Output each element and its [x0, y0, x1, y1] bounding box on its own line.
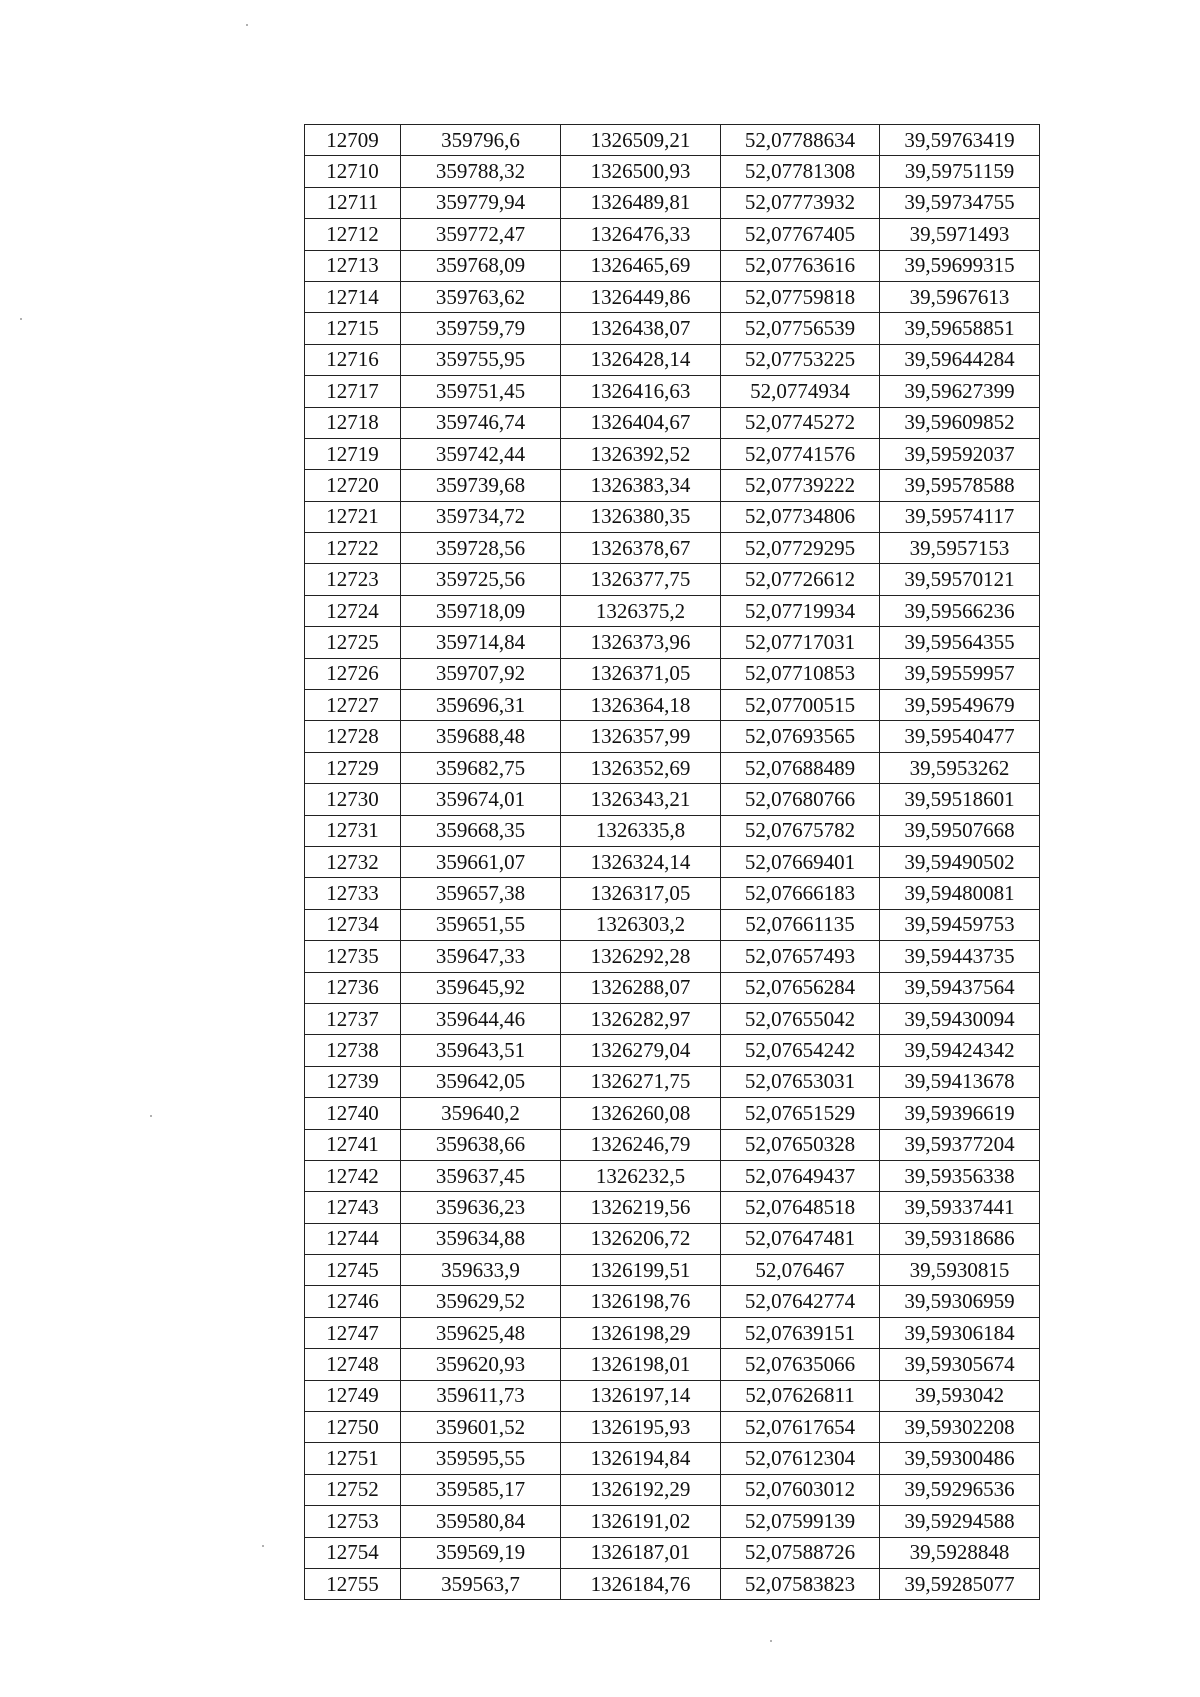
- y-coordinate-cell: 1326260,08: [561, 1098, 721, 1129]
- y-coordinate-cell: 1326383,34: [561, 470, 721, 501]
- x-coordinate-cell: 359645,92: [401, 972, 561, 1003]
- x-coordinate-cell: 359763,62: [401, 281, 561, 312]
- x-coordinate-cell: 359728,56: [401, 533, 561, 564]
- table-row: [305, 125, 1040, 156]
- latitude-cell: 52,07669401: [721, 846, 880, 877]
- table-row: [305, 815, 1040, 846]
- latitude-cell: 52,07726612: [721, 564, 880, 595]
- longitude-cell: 39,59699315: [880, 250, 1040, 281]
- y-coordinate-cell: 1326438,07: [561, 313, 721, 344]
- table-row: [305, 564, 1040, 595]
- longitude-cell: 39,59296536: [880, 1474, 1040, 1505]
- table-row: [305, 1098, 1040, 1129]
- latitude-cell: 52,07759818: [721, 281, 880, 312]
- coordinates-table: [304, 124, 1040, 1600]
- point-number-cell: 12720: [305, 470, 401, 501]
- longitude-cell: 39,5971493: [880, 219, 1040, 250]
- point-number-cell: 12731: [305, 815, 401, 846]
- x-coordinate-cell: 359682,75: [401, 752, 561, 783]
- point-number-cell: 12730: [305, 784, 401, 815]
- point-number-cell: 12749: [305, 1380, 401, 1411]
- point-number-cell: 12750: [305, 1412, 401, 1443]
- point-number-cell: 12738: [305, 1035, 401, 1066]
- point-number-cell: 12723: [305, 564, 401, 595]
- y-coordinate-cell: 1326364,18: [561, 690, 721, 721]
- x-coordinate-cell: 359657,38: [401, 878, 561, 909]
- table-row: [305, 156, 1040, 187]
- table-row: [305, 1223, 1040, 1254]
- x-coordinate-cell: 359734,72: [401, 501, 561, 532]
- latitude-cell: 52,07739222: [721, 470, 880, 501]
- y-coordinate-cell: 1326279,04: [561, 1035, 721, 1066]
- point-number-cell: 12753: [305, 1506, 401, 1537]
- latitude-cell: 52,07657493: [721, 941, 880, 972]
- point-number-cell: 12733: [305, 878, 401, 909]
- longitude-cell: 39,59540477: [880, 721, 1040, 752]
- latitude-cell: 52,07661135: [721, 909, 880, 940]
- point-number-cell: 12718: [305, 407, 401, 438]
- table-row: [305, 281, 1040, 312]
- y-coordinate-cell: 1326199,51: [561, 1255, 721, 1286]
- scan-speck: [262, 1545, 264, 1547]
- point-number-cell: 12713: [305, 250, 401, 281]
- y-coordinate-cell: 1326198,01: [561, 1349, 721, 1380]
- longitude-cell: 39,59443735: [880, 941, 1040, 972]
- y-coordinate-cell: 1326198,76: [561, 1286, 721, 1317]
- y-coordinate-cell: 1326476,33: [561, 219, 721, 250]
- table-row: [305, 1568, 1040, 1599]
- x-coordinate-cell: 359707,92: [401, 658, 561, 689]
- longitude-cell: 39,59480081: [880, 878, 1040, 909]
- y-coordinate-cell: 1326303,2: [561, 909, 721, 940]
- longitude-cell: 39,5957153: [880, 533, 1040, 564]
- y-coordinate-cell: 1326352,69: [561, 752, 721, 783]
- x-coordinate-cell: 359688,48: [401, 721, 561, 752]
- latitude-cell: 52,07788634: [721, 125, 880, 156]
- y-coordinate-cell: 1326392,52: [561, 438, 721, 469]
- latitude-cell: 52,07617654: [721, 1412, 880, 1443]
- point-number-cell: 12721: [305, 501, 401, 532]
- point-number-cell: 12729: [305, 752, 401, 783]
- point-number-cell: 12746: [305, 1286, 401, 1317]
- x-coordinate-cell: 359643,51: [401, 1035, 561, 1066]
- x-coordinate-cell: 359739,68: [401, 470, 561, 501]
- table-row: [305, 878, 1040, 909]
- y-coordinate-cell: 1326489,81: [561, 187, 721, 218]
- point-number-cell: 12728: [305, 721, 401, 752]
- scan-speck: [150, 1115, 152, 1117]
- table-row: [305, 1066, 1040, 1097]
- table-row: [305, 1474, 1040, 1505]
- latitude-cell: 52,07635066: [721, 1349, 880, 1380]
- table-row: [305, 1192, 1040, 1223]
- latitude-cell: 52,07626811: [721, 1380, 880, 1411]
- latitude-cell: 52,07767405: [721, 219, 880, 250]
- y-coordinate-cell: 1326357,99: [561, 721, 721, 752]
- table-row: [305, 784, 1040, 815]
- table-row: [305, 1537, 1040, 1568]
- latitude-cell: 52,07781308: [721, 156, 880, 187]
- x-coordinate-cell: 359742,44: [401, 438, 561, 469]
- longitude-cell: 39,59294588: [880, 1506, 1040, 1537]
- point-number-cell: 12727: [305, 690, 401, 721]
- point-number-cell: 12734: [305, 909, 401, 940]
- point-number-cell: 12722: [305, 533, 401, 564]
- y-coordinate-cell: 1326373,96: [561, 627, 721, 658]
- longitude-cell: 39,59627399: [880, 376, 1040, 407]
- point-number-cell: 12724: [305, 595, 401, 626]
- longitude-cell: 39,59559957: [880, 658, 1040, 689]
- latitude-cell: 52,07763616: [721, 250, 880, 281]
- longitude-cell: 39,59413678: [880, 1066, 1040, 1097]
- longitude-cell: 39,59566236: [880, 595, 1040, 626]
- coordinates-table-body: [305, 125, 1040, 1600]
- longitude-cell: 39,59430094: [880, 1003, 1040, 1034]
- table-row: [305, 1035, 1040, 1066]
- point-number-cell: 12711: [305, 187, 401, 218]
- longitude-cell: 39,59318686: [880, 1223, 1040, 1254]
- point-number-cell: 12725: [305, 627, 401, 658]
- x-coordinate-cell: 359620,93: [401, 1349, 561, 1380]
- table-row: [305, 690, 1040, 721]
- y-coordinate-cell: 1326206,72: [561, 1223, 721, 1254]
- longitude-cell: 39,59609852: [880, 407, 1040, 438]
- y-coordinate-cell: 1326288,07: [561, 972, 721, 1003]
- y-coordinate-cell: 1326465,69: [561, 250, 721, 281]
- y-coordinate-cell: 1326449,86: [561, 281, 721, 312]
- point-number-cell: 12742: [305, 1160, 401, 1191]
- latitude-cell: 52,07756539: [721, 313, 880, 344]
- latitude-cell: 52,07612304: [721, 1443, 880, 1474]
- latitude-cell: 52,07642774: [721, 1286, 880, 1317]
- latitude-cell: 52,07675782: [721, 815, 880, 846]
- longitude-cell: 39,59285077: [880, 1568, 1040, 1599]
- latitude-cell: 52,07745272: [721, 407, 880, 438]
- table-row: [305, 846, 1040, 877]
- longitude-cell: 39,59337441: [880, 1192, 1040, 1223]
- point-number-cell: 12748: [305, 1349, 401, 1380]
- point-number-cell: 12712: [305, 219, 401, 250]
- table-row: [305, 407, 1040, 438]
- longitude-cell: 39,59424342: [880, 1035, 1040, 1066]
- y-coordinate-cell: 1326187,01: [561, 1537, 721, 1568]
- table-row: [305, 1317, 1040, 1348]
- latitude-cell: 52,07773932: [721, 187, 880, 218]
- x-coordinate-cell: 359661,07: [401, 846, 561, 877]
- latitude-cell: 52,07649437: [721, 1160, 880, 1191]
- longitude-cell: 39,59490502: [880, 846, 1040, 877]
- longitude-cell: 39,5928848: [880, 1537, 1040, 1568]
- point-number-cell: 12715: [305, 313, 401, 344]
- table-row: [305, 1506, 1040, 1537]
- scan-speck: [246, 24, 248, 26]
- longitude-cell: 39,59377204: [880, 1129, 1040, 1160]
- x-coordinate-cell: 359642,05: [401, 1066, 561, 1097]
- point-number-cell: 12726: [305, 658, 401, 689]
- y-coordinate-cell: 1326292,28: [561, 941, 721, 972]
- y-coordinate-cell: 1326197,14: [561, 1380, 721, 1411]
- longitude-cell: 39,59574117: [880, 501, 1040, 532]
- table-row: [305, 1129, 1040, 1160]
- longitude-cell: 39,5953262: [880, 752, 1040, 783]
- point-number-cell: 12744: [305, 1223, 401, 1254]
- latitude-cell: 52,07741576: [721, 438, 880, 469]
- longitude-cell: 39,59549679: [880, 690, 1040, 721]
- point-number-cell: 12751: [305, 1443, 401, 1474]
- x-coordinate-cell: 359563,7: [401, 1568, 561, 1599]
- x-coordinate-cell: 359569,19: [401, 1537, 561, 1568]
- y-coordinate-cell: 1326191,02: [561, 1506, 721, 1537]
- longitude-cell: 39,59437564: [880, 972, 1040, 1003]
- latitude-cell: 52,07583823: [721, 1568, 880, 1599]
- x-coordinate-cell: 359674,01: [401, 784, 561, 815]
- table-row: [305, 1349, 1040, 1380]
- latitude-cell: 52,07700515: [721, 690, 880, 721]
- y-coordinate-cell: 1326232,5: [561, 1160, 721, 1191]
- point-number-cell: 12745: [305, 1255, 401, 1286]
- latitude-cell: 52,07729295: [721, 533, 880, 564]
- table-row: [305, 941, 1040, 972]
- y-coordinate-cell: 1326377,75: [561, 564, 721, 595]
- point-number-cell: 12739: [305, 1066, 401, 1097]
- longitude-cell: 39,59300486: [880, 1443, 1040, 1474]
- x-coordinate-cell: 359651,55: [401, 909, 561, 940]
- y-coordinate-cell: 1326317,05: [561, 878, 721, 909]
- table-row: [305, 1255, 1040, 1286]
- x-coordinate-cell: 359601,52: [401, 1412, 561, 1443]
- point-number-cell: 12736: [305, 972, 401, 1003]
- table-row: [305, 219, 1040, 250]
- x-coordinate-cell: 359629,52: [401, 1286, 561, 1317]
- longitude-cell: 39,59507668: [880, 815, 1040, 846]
- latitude-cell: 52,07603012: [721, 1474, 880, 1505]
- table-row: [305, 470, 1040, 501]
- y-coordinate-cell: 1326184,76: [561, 1568, 721, 1599]
- table-row: [305, 376, 1040, 407]
- y-coordinate-cell: 1326509,21: [561, 125, 721, 156]
- y-coordinate-cell: 1326192,29: [561, 1474, 721, 1505]
- table-row: [305, 1443, 1040, 1474]
- x-coordinate-cell: 359611,73: [401, 1380, 561, 1411]
- y-coordinate-cell: 1326198,29: [561, 1317, 721, 1348]
- latitude-cell: 52,07654242: [721, 1035, 880, 1066]
- latitude-cell: 52,07639151: [721, 1317, 880, 1348]
- latitude-cell: 52,07688489: [721, 752, 880, 783]
- longitude-cell: 39,59518601: [880, 784, 1040, 815]
- y-coordinate-cell: 1326371,05: [561, 658, 721, 689]
- longitude-cell: 39,59592037: [880, 438, 1040, 469]
- longitude-cell: 39,59658851: [880, 313, 1040, 344]
- latitude-cell: 52,07719934: [721, 595, 880, 626]
- y-coordinate-cell: 1326404,67: [561, 407, 721, 438]
- point-number-cell: 12717: [305, 376, 401, 407]
- point-number-cell: 12714: [305, 281, 401, 312]
- longitude-cell: 39,5967613: [880, 281, 1040, 312]
- y-coordinate-cell: 1326416,63: [561, 376, 721, 407]
- point-number-cell: 12737: [305, 1003, 401, 1034]
- latitude-cell: 52,07710853: [721, 658, 880, 689]
- latitude-cell: 52,07653031: [721, 1066, 880, 1097]
- y-coordinate-cell: 1326375,2: [561, 595, 721, 626]
- x-coordinate-cell: 359746,74: [401, 407, 561, 438]
- point-number-cell: 12747: [305, 1317, 401, 1348]
- latitude-cell: 52,07717031: [721, 627, 880, 658]
- latitude-cell: 52,0774934: [721, 376, 880, 407]
- table-row: [305, 752, 1040, 783]
- x-coordinate-cell: 359637,45: [401, 1160, 561, 1191]
- x-coordinate-cell: 359644,46: [401, 1003, 561, 1034]
- x-coordinate-cell: 359725,56: [401, 564, 561, 595]
- y-coordinate-cell: 1326335,8: [561, 815, 721, 846]
- latitude-cell: 52,07651529: [721, 1098, 880, 1129]
- longitude-cell: 39,59305674: [880, 1349, 1040, 1380]
- latitude-cell: 52,07650328: [721, 1129, 880, 1160]
- table-row: [305, 909, 1040, 940]
- scan-speck: [770, 1640, 772, 1642]
- y-coordinate-cell: 1326271,75: [561, 1066, 721, 1097]
- latitude-cell: 52,07648518: [721, 1192, 880, 1223]
- longitude-cell: 39,59578588: [880, 470, 1040, 501]
- longitude-cell: 39,59306959: [880, 1286, 1040, 1317]
- x-coordinate-cell: 359636,23: [401, 1192, 561, 1223]
- x-coordinate-cell: 359634,88: [401, 1223, 561, 1254]
- x-coordinate-cell: 359796,6: [401, 125, 561, 156]
- table-row: [305, 187, 1040, 218]
- point-number-cell: 12752: [305, 1474, 401, 1505]
- y-coordinate-cell: 1326378,67: [561, 533, 721, 564]
- longitude-cell: 39,59734755: [880, 187, 1040, 218]
- table-row: [305, 721, 1040, 752]
- longitude-cell: 39,59564355: [880, 627, 1040, 658]
- x-coordinate-cell: 359755,95: [401, 344, 561, 375]
- x-coordinate-cell: 359585,17: [401, 1474, 561, 1505]
- latitude-cell: 52,07734806: [721, 501, 880, 532]
- table-row: [305, 627, 1040, 658]
- point-number-cell: 12741: [305, 1129, 401, 1160]
- longitude-cell: 39,59459753: [880, 909, 1040, 940]
- table-row: [305, 438, 1040, 469]
- x-coordinate-cell: 359759,79: [401, 313, 561, 344]
- longitude-cell: 39,59356338: [880, 1160, 1040, 1191]
- latitude-cell: 52,07666183: [721, 878, 880, 909]
- longitude-cell: 39,59306184: [880, 1317, 1040, 1348]
- point-number-cell: 12710: [305, 156, 401, 187]
- latitude-cell: 52,07655042: [721, 1003, 880, 1034]
- table-row: [305, 595, 1040, 626]
- latitude-cell: 52,076467: [721, 1255, 880, 1286]
- y-coordinate-cell: 1326500,93: [561, 156, 721, 187]
- scan-speck: [20, 318, 22, 320]
- longitude-cell: 39,59751159: [880, 156, 1040, 187]
- longitude-cell: 39,5930815: [880, 1255, 1040, 1286]
- x-coordinate-cell: 359625,48: [401, 1317, 561, 1348]
- y-coordinate-cell: 1326195,93: [561, 1412, 721, 1443]
- point-number-cell: 12716: [305, 344, 401, 375]
- point-number-cell: 12754: [305, 1537, 401, 1568]
- latitude-cell: 52,07588726: [721, 1537, 880, 1568]
- table-row: [305, 1412, 1040, 1443]
- y-coordinate-cell: 1326428,14: [561, 344, 721, 375]
- x-coordinate-cell: 359633,9: [401, 1255, 561, 1286]
- longitude-cell: 39,59570121: [880, 564, 1040, 595]
- y-coordinate-cell: 1326246,79: [561, 1129, 721, 1160]
- y-coordinate-cell: 1326194,84: [561, 1443, 721, 1474]
- x-coordinate-cell: 359638,66: [401, 1129, 561, 1160]
- x-coordinate-cell: 359668,35: [401, 815, 561, 846]
- x-coordinate-cell: 359640,2: [401, 1098, 561, 1129]
- y-coordinate-cell: 1326324,14: [561, 846, 721, 877]
- longitude-cell: 39,59396619: [880, 1098, 1040, 1129]
- table-row: [305, 1380, 1040, 1411]
- latitude-cell: 52,07680766: [721, 784, 880, 815]
- x-coordinate-cell: 359696,31: [401, 690, 561, 721]
- longitude-cell: 39,59302208: [880, 1412, 1040, 1443]
- table-row: [305, 313, 1040, 344]
- point-number-cell: 12743: [305, 1192, 401, 1223]
- y-coordinate-cell: 1326380,35: [561, 501, 721, 532]
- x-coordinate-cell: 359580,84: [401, 1506, 561, 1537]
- x-coordinate-cell: 359714,84: [401, 627, 561, 658]
- table-row: [305, 972, 1040, 1003]
- table-row: [305, 1003, 1040, 1034]
- point-number-cell: 12755: [305, 1568, 401, 1599]
- x-coordinate-cell: 359718,09: [401, 595, 561, 626]
- point-number-cell: 12732: [305, 846, 401, 877]
- table-row: [305, 1160, 1040, 1191]
- point-number-cell: 12719: [305, 438, 401, 469]
- table-row: [305, 344, 1040, 375]
- y-coordinate-cell: 1326219,56: [561, 1192, 721, 1223]
- point-number-cell: 12735: [305, 941, 401, 972]
- longitude-cell: 39,59644284: [880, 344, 1040, 375]
- table-row: [305, 250, 1040, 281]
- x-coordinate-cell: 359772,47: [401, 219, 561, 250]
- x-coordinate-cell: 359788,32: [401, 156, 561, 187]
- table-row: [305, 533, 1040, 564]
- point-number-cell: 12709: [305, 125, 401, 156]
- y-coordinate-cell: 1326282,97: [561, 1003, 721, 1034]
- latitude-cell: 52,07753225: [721, 344, 880, 375]
- x-coordinate-cell: 359768,09: [401, 250, 561, 281]
- latitude-cell: 52,07693565: [721, 721, 880, 752]
- table-row: [305, 1286, 1040, 1317]
- latitude-cell: 52,07647481: [721, 1223, 880, 1254]
- x-coordinate-cell: 359595,55: [401, 1443, 561, 1474]
- table-row: [305, 658, 1040, 689]
- latitude-cell: 52,07656284: [721, 972, 880, 1003]
- table-row: [305, 501, 1040, 532]
- latitude-cell: 52,07599139: [721, 1506, 880, 1537]
- x-coordinate-cell: 359751,45: [401, 376, 561, 407]
- longitude-cell: 39,59763419: [880, 125, 1040, 156]
- x-coordinate-cell: 359779,94: [401, 187, 561, 218]
- longitude-cell: 39,593042: [880, 1380, 1040, 1411]
- y-coordinate-cell: 1326343,21: [561, 784, 721, 815]
- x-coordinate-cell: 359647,33: [401, 941, 561, 972]
- point-number-cell: 12740: [305, 1098, 401, 1129]
